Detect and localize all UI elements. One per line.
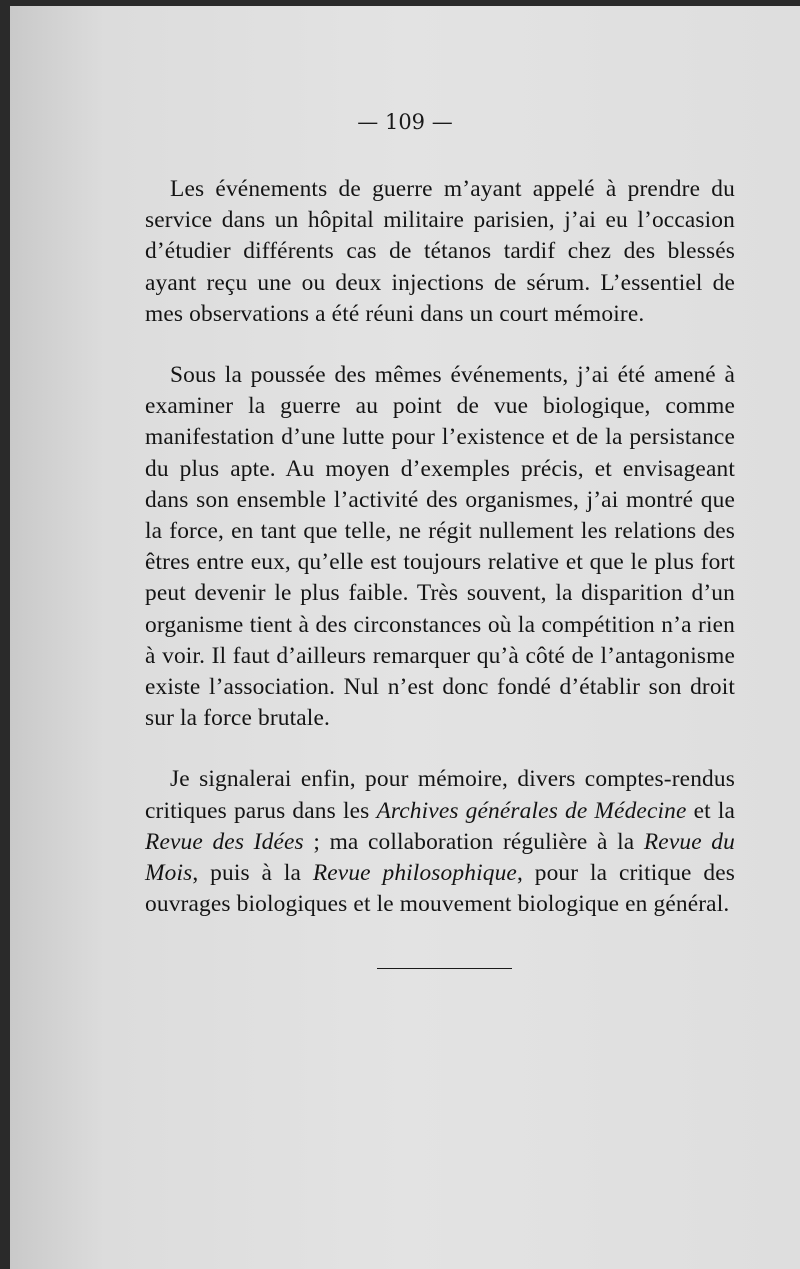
page-number: — 109 —	[357, 110, 453, 134]
journal-revue-philosophique: Revue philosophique	[312, 860, 517, 887]
journal-archives-generales: Archives générales de Médecine	[376, 797, 687, 824]
book-page	[10, 6, 800, 1269]
section-divider	[377, 968, 512, 969]
paragraph-comptes-rendus	[145, 764, 735, 920]
paragraph-3-text-4: , puis à la	[192, 860, 313, 887]
page-body	[145, 174, 735, 920]
journal-revue-du-mois: Revue du Mois	[145, 828, 735, 887]
paragraph-3-text-2: et la	[686, 797, 735, 824]
paragraph-3-text-5: , pour la critique des ouvrages biologiques et le mouvement biologique en général.	[145, 860, 736, 918]
journal-revue-des-idees: Revue des Idées	[145, 828, 304, 855]
paragraph-guerre-biologique: Sous la poussée des mêmes événements, j’ai été amené à examiner la guerre au point de vue biologique, comme manifestation d’une lutte pour l’existence et de la persistance du plus apte. Au moyen d’exemples précis, et envisageant dans son ensemble l’activité des organismes, j’ai montré que la force, en tant que telle, ne régit nullement les relations des êtres entre eux, qu’elle est toujours relative et que le plus fort peut devenir le plus faible. Très souvent, la disparition d’un organisme tient à des circonstances où la compétition n’a rien à voir. Il faut d’ailleurs remarquer qu’à côté de l’antagonisme existe l’association. Nul n’est donc fondé d’établir son droit sur la force brutale.	[145, 362, 735, 732]
paragraph-3-text-1: Je signalerai enfin, pour mémoire, divers comptes-rendus critiques parus dans les	[145, 766, 735, 824]
paragraph-3-text-3: ; ma collaboration régulière à la	[303, 828, 644, 855]
paragraph-tetanos: Les événements de guerre m’ayant appelé à prendre du service dans un hôpital militaire parisien, j’ai eu l’occasion d’étudier différents cas de tétanos tardif chez des blessés ayant reçu une ou deux injections de sérum. L’essentiel de mes observations a été réuni dans un court mémoire.	[145, 176, 735, 327]
